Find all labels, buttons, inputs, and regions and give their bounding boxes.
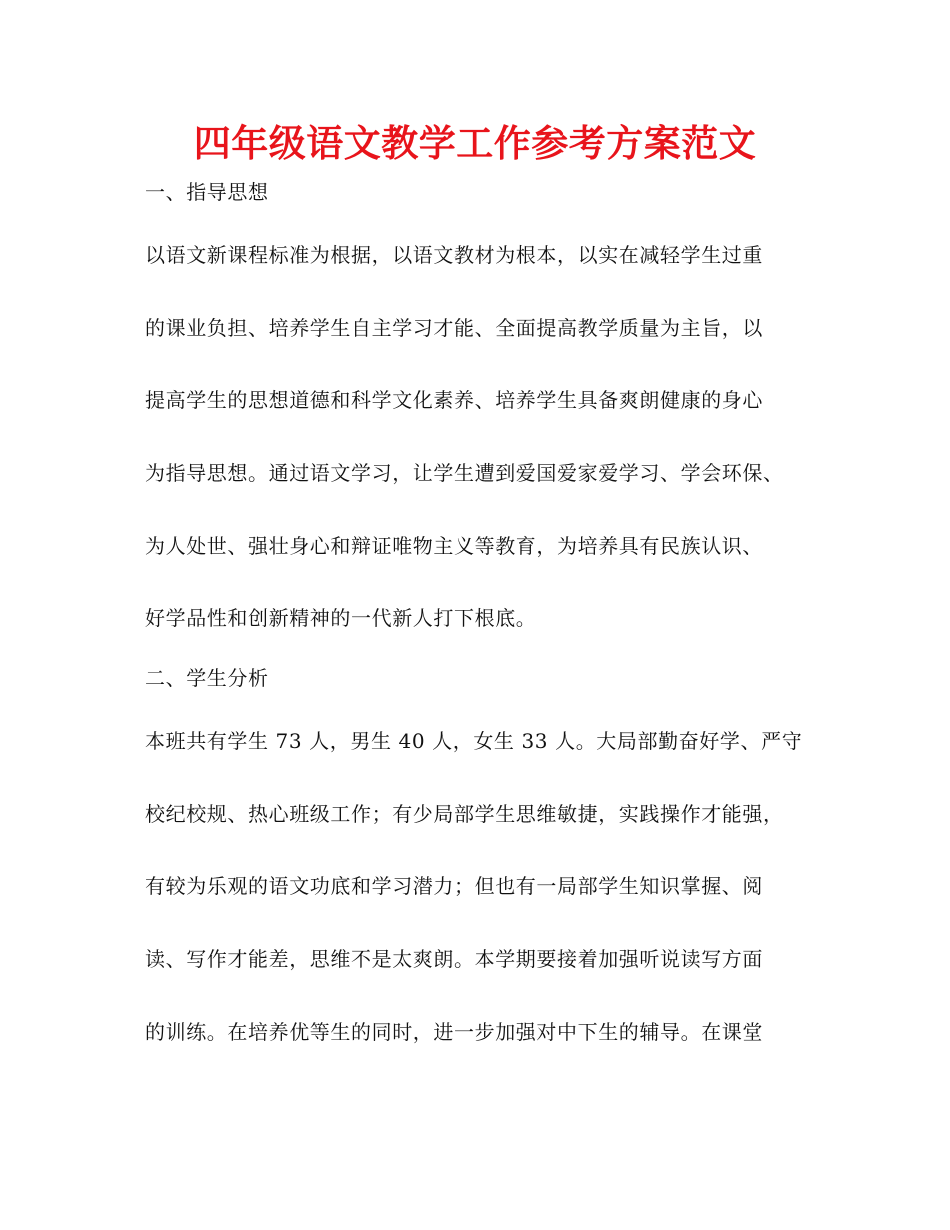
section-heading-student-analysis: 二、学生分析 [145, 666, 269, 690]
paragraph-line: 的训练。在培养优等生的同时，进一步加强对中下生的辅导。在课堂 [145, 1020, 763, 1044]
paragraph-line: 好学品性和创新精神的一代新人打下根底。 [145, 606, 537, 630]
document-title: 四年级语文教学工作参考方案范文 [193, 122, 757, 165]
paragraph-line: 校纪校规、热心班级工作；有少局部学生思维敏捷，实践操作才能强， [145, 802, 784, 826]
paragraph-line: 以语文新课程标准为根据，以语文教材为根本，以实在减轻学生过重 [145, 243, 763, 267]
section-heading-guiding-ideology: 一、指导思想 [145, 180, 269, 204]
paragraph-line: 有较为乐观的语文功底和学习潜力；但也有一局部学生知识掌握、阅 [145, 874, 763, 898]
paragraph-line: 为指导思想。通过语文学习，让学生遭到爱国爱家爱学习、学会环保、 [145, 461, 784, 485]
paragraph-line: 提高学生的思想道德和科学文化素养、培养学生具备爽朗健康的身心 [145, 388, 763, 412]
paragraph-line: 的课业负担、培养学生自主学习才能、全面提高教学质量为主旨，以 [145, 316, 763, 340]
paragraph-line: 本班共有学生 73 人，男生 40 人，女生 33 人。大局部勤奋好学、严守 [145, 729, 803, 753]
paragraph-line: 为人处世、强壮身心和辩证唯物主义等教育，为培养具有民族认识、 [145, 534, 763, 558]
paragraph-line: 读、写作才能差，思维不是太爽朗。本学期要接着加强听说读写方面 [145, 947, 763, 971]
